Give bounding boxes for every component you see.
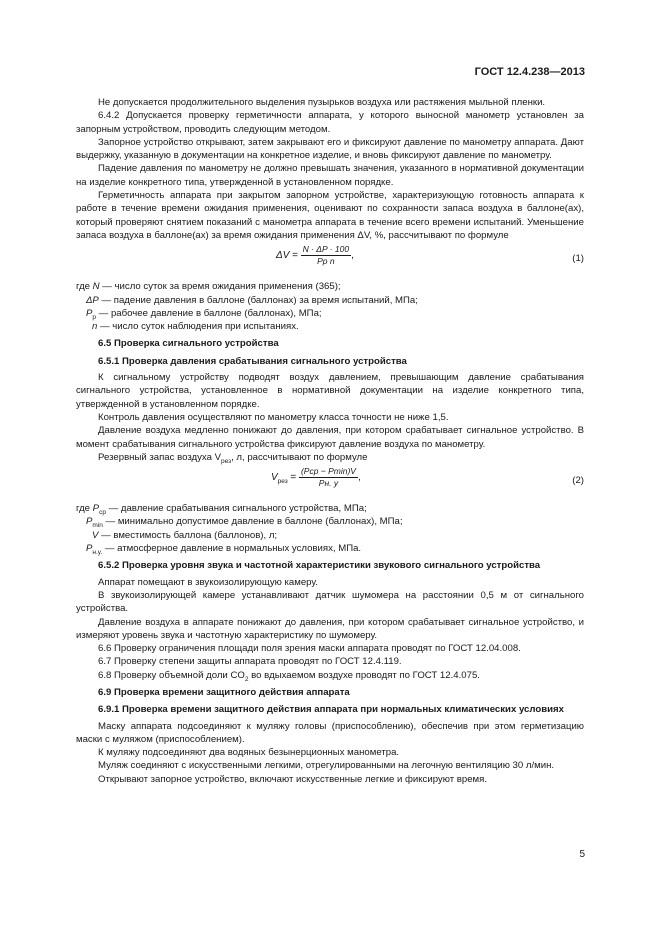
formula-1-denominator: Pр n: [317, 256, 335, 267]
paragraph: Не допускается продолжительного выделения пузырьков воздуха или растяжения мыльной пленки.: [98, 97, 546, 108]
paragraph: Контроль давления осуществляют по манометру класса точности не ниже 1,5.: [98, 411, 449, 423]
formula-1: [76, 244, 584, 278]
formula-2-denominator: Pн. у: [318, 478, 339, 489]
legend-item: n — число суток наблюдения при испытаниях.: [92, 321, 299, 333]
paragraph: Открывают запорное устройство, включают искусственные легкие и фиксируют время.: [98, 773, 487, 785]
legend-item: $P_р$ — рабочее давление в баллоне (баллонах), МПа;: [86, 307, 322, 321]
paragraph: Герметичность аппарата при закрытом запорном устройстве, характеризующую готовность аппарата к работе в течение времени ожидания применения, оценивают по сохранности запаса воздуха в баллоне(ах), который проверяют снятием показаний с манометра аппарата в течение всего времени испытаний. Уменьшение запаса воздуха в баллоне(ах) за время ожидания применения ΔV, %, рассчитывают по формуле: [76, 190, 584, 241]
paragraph: 6.4.2 Допускается проверку герметичности аппарата, у которого выносной манометр установлен за запорным устройством, проводить следующим методом.: [76, 110, 584, 135]
formula-2-number: (2): [572, 475, 584, 487]
paragraph: 6.6 Проверку ограничения площади поля зрения маски аппарата проводят по ГОСТ 12.04.008.: [98, 643, 521, 655]
paragraph: Резервный запас воздуха $V_{рез}$, л, рассчитывают по формуле: [98, 451, 368, 465]
legend-item: V — вместимость баллона (баллонов), л;: [92, 529, 278, 541]
paragraph: В звукоизолирующей камере устанавливают датчик шумомера на расстоянии 0,5 м от сигнального устройства.: [76, 589, 584, 615]
formula-2: [76, 466, 584, 500]
formula-2-eq: =: [290, 471, 297, 483]
paragraph: Маску аппарата подсоединяют к муляжу головы (приспособлению), обеспечив при этом герметизацию маски с муляжом (приспособлением).: [76, 720, 584, 745]
paragraph: Запорное устройство открывают, затем закрывают его и фиксируют давление по манометру аппарата. Дают выдержку, указанную в документации на конкретное изделие, и вновь фиксируют давление по манометру.: [76, 136, 584, 162]
formula-2-numerator: (Pср − Pmin)V: [300, 466, 356, 477]
paragraph: 6.8 Проверку объемной доли $CO_2$ во вдыхаемом воздухе проводят по ГОСТ 12.4.075.: [98, 669, 480, 683]
paragraph: Давление воздуха медленно понижают до давления, при котором срабатывает сигнальное устройство. В момент срабатывания сигнального устройства фиксируют давление воздуха по манометру.: [76, 425, 584, 450]
document-body: [76, 96, 584, 786]
formula-1-tail: ,: [351, 250, 354, 262]
formula-1-legend: [76, 280, 584, 333]
section-heading: 6.9 Проверка времени защитного действия аппарата: [98, 686, 350, 698]
legend-item: где N — число суток за время ожидания применения (365);: [76, 281, 341, 293]
formula-1-number: (1): [572, 253, 584, 265]
formula-1-lhs: ΔV: [276, 250, 290, 262]
section-heading: 6.5.2 Проверка уровня звука и частотной характеристики звукового сигнального устройства: [98, 560, 541, 572]
legend-item: $P_{н.у.}$ — атмосферное давление в нормальных условиях, МПа.: [86, 543, 362, 556]
legend-item: где $P_{ср}$ — давление срабатывания сигнального устройства, МПа;: [76, 503, 367, 517]
paragraph: 6.7 Проверку степени защиты аппарата проводят по ГОСТ 12.4.119.: [98, 656, 402, 668]
page-number: 5: [579, 849, 585, 860]
formula-1-eq: =: [292, 250, 298, 262]
formula-1-numerator: N · ΔP · 100: [302, 244, 350, 255]
section-heading: 6.9.1 Проверка времени защитного действия аппарата при нормальных климатических условиях: [98, 704, 564, 716]
formula-2-lhs-sub: рез: [277, 478, 288, 486]
formula-1-fraction: [301, 244, 351, 267]
paragraph: Аппарат помещают в звукоизолирующую камеру.: [98, 576, 318, 588]
document-header: ГОСТ 12.4.238—2013: [474, 66, 585, 78]
formula-2-lhs: V: [271, 471, 278, 483]
section-heading: 6.5 Проверка сигнального устройства: [98, 338, 279, 350]
paragraph: Падение давления по манометру не должно превышать значения, указанного в нормативной документации на изделие конкретного типа, утвержденной в установленном порядке.: [76, 163, 584, 188]
paragraph: К сигнальному устройству подводят воздух давлением, превышающим давление срабатывания сигнального устройства, установленное в нормативной документации на изделие конкретного типа, утвержденной в установленном порядке.: [76, 372, 584, 410]
section-heading: 6.5.1 Проверка давления срабатывания сигнального устройства: [98, 355, 407, 367]
legend-item: ΔP — падение давления в баллоне (баллонах) за время испытаний, МПа;: [86, 294, 418, 306]
legend-item: $P_{min}$ — минимально допустимое давление в баллоне (баллонах), МПа;: [86, 516, 403, 530]
paragraph: К муляжу подсоединяют два водяных безынерционных манометра.: [98, 747, 400, 759]
formula-2-fraction: [299, 466, 358, 489]
formula-2-legend: [76, 502, 584, 555]
formula-2-tail: ,: [357, 471, 361, 483]
paragraph: Давление воздуха в аппарате понижают до давления, при котором срабатывает сигнальное устройство, и измеряют уровень звука и частотную характеристику по шумомеру.: [76, 616, 584, 641]
paragraph: Муляж соединяют с искусственными легкими, отрегулированными на легочную вентиляцию 30 л/мин.: [98, 760, 555, 772]
